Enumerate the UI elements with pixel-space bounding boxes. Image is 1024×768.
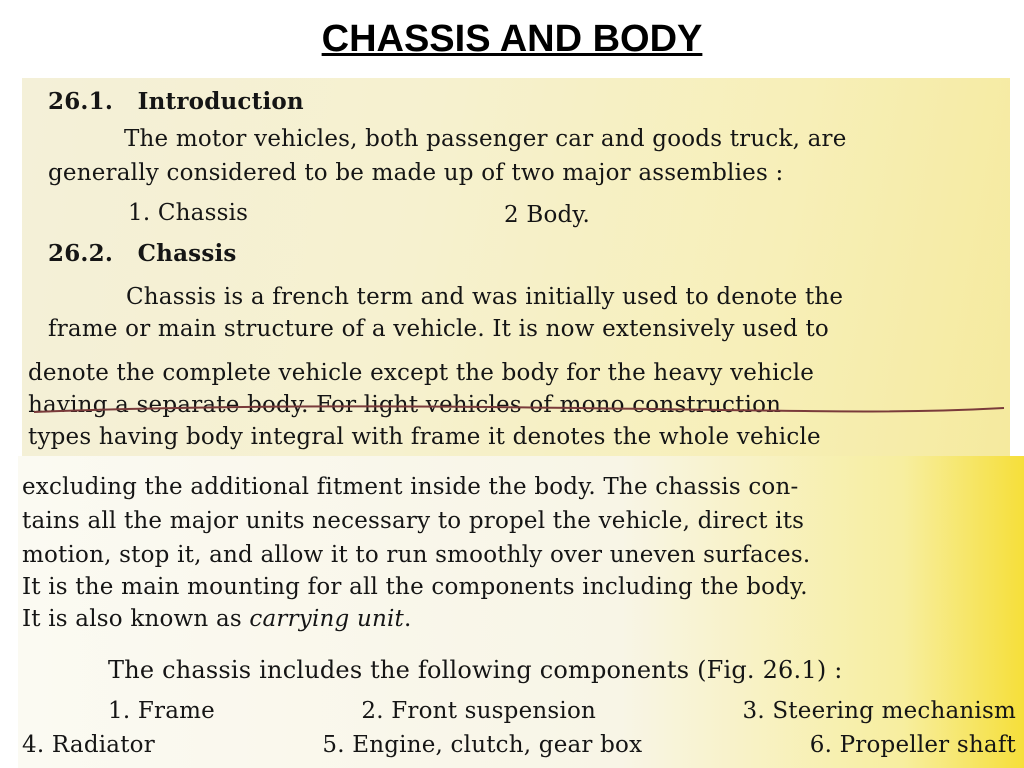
components-intro: The chassis includes the following components (Fig. 26.1) : (108, 656, 843, 684)
paragraph-line: tains all the major units necessary to propel the vehicle, direct its (22, 508, 805, 534)
list-item-chassis: 1. Chassis (128, 200, 249, 226)
components-row-1 (108, 698, 1016, 724)
component-item: 6. Propeller shaft (809, 732, 1016, 758)
text-fragment: . (403, 606, 412, 632)
component-item: 3. Steering mechanism (742, 698, 1016, 724)
pen-underline-mark (32, 400, 1007, 416)
paragraph-line: frame or main structure of a vehicle. It is now extensively used to (48, 316, 829, 342)
paragraph-line-carrying-unit (22, 606, 412, 632)
section-number: 26.1. (48, 88, 114, 115)
section-26-2-heading (48, 240, 237, 267)
paragraph-line: motion, stop it, and allow it to run smoothly over uneven surfaces. (22, 542, 811, 568)
paragraph-line: excluding the additional fitment inside the body. The chassis con- (22, 474, 799, 500)
scanned-excerpt-lower (18, 456, 1024, 768)
scanned-excerpt-upper (22, 78, 1010, 456)
section-title: Chassis (137, 240, 237, 267)
component-item: 2. Front suspension (361, 698, 597, 724)
paragraph-line: denote the complete vehicle except the body for the heavy vehicle (28, 360, 815, 386)
section-title: Introduction (137, 88, 304, 115)
carrying-unit-term: carrying unit (249, 606, 404, 632)
components-row-2 (22, 732, 1016, 758)
paragraph-line: The motor vehicles, both passenger car and goods truck, are (124, 126, 847, 152)
component-item: 4. Radiator (22, 732, 155, 758)
list-item-body: 2 Body. (504, 202, 591, 228)
paragraph-line: types having body integral with frame it denotes the whole vehicle (28, 424, 821, 450)
paragraph-line: generally considered to be made up of two major assemblies : (48, 160, 784, 186)
paragraph-line: It is the main mounting for all the components including the body. (22, 574, 808, 600)
paragraph-line: having a separate body. For light vehicles of mono construction (28, 392, 782, 418)
component-item: 1. Frame (108, 698, 215, 724)
section-26-1-heading (48, 88, 304, 115)
text-fragment: It is also known as (22, 606, 250, 632)
section-number: 26.2. (48, 240, 114, 267)
paragraph-line: Chassis is a french term and was initially used to denote the (126, 284, 844, 310)
component-item: 5. Engine, clutch, gear box (322, 732, 643, 758)
page-title: CHASSIS AND BODY (321, 18, 703, 60)
